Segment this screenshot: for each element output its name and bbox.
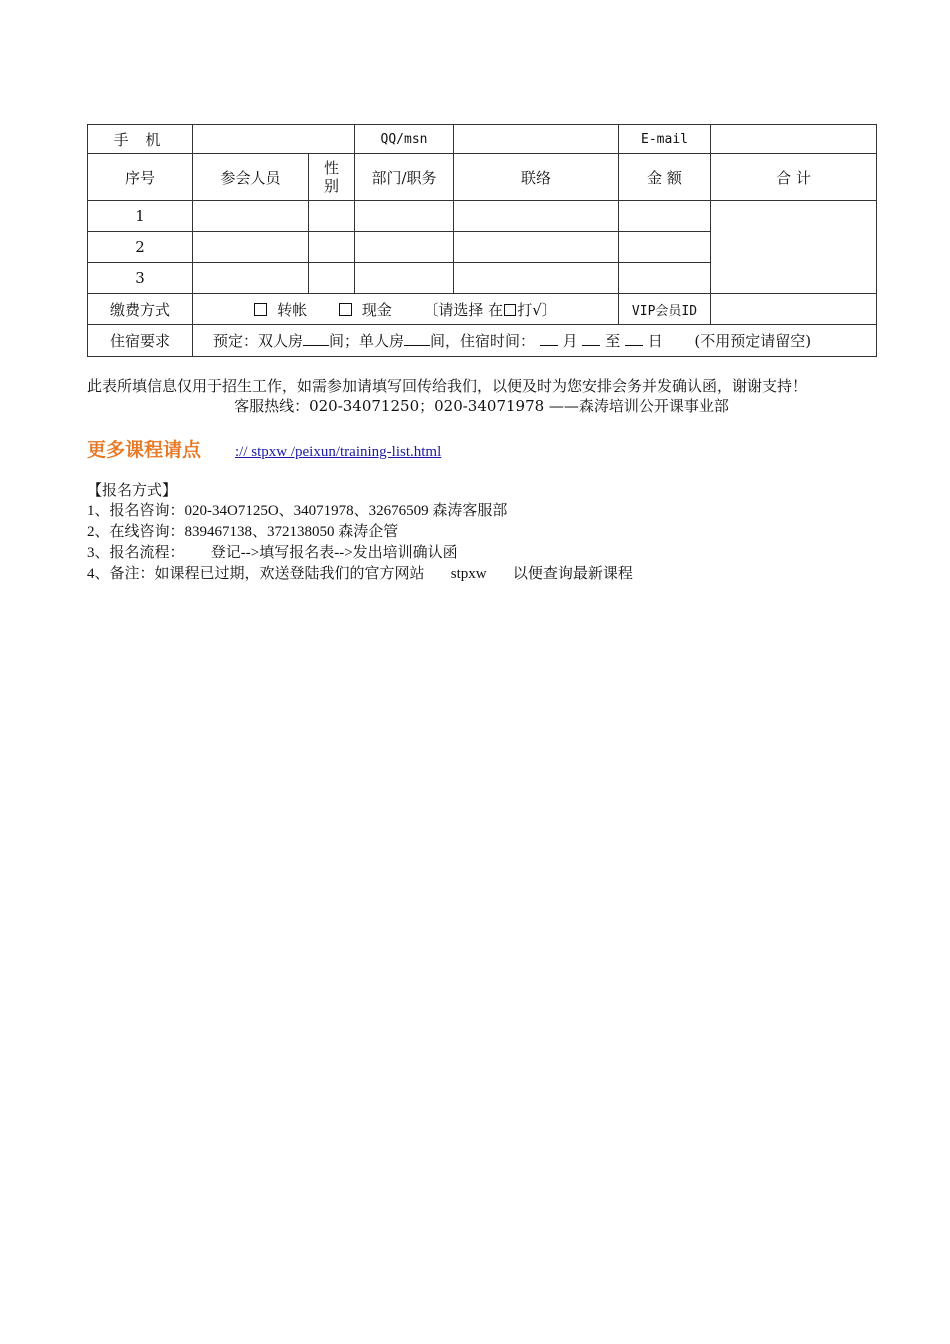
gender-header-line2: 别	[323, 177, 339, 195]
payment-hint-prefix: 〔请选择 在	[423, 300, 504, 319]
notice-line-2: 客服热线：020-34071250；020-34071978 ——森涛培训公开课事业部	[234, 397, 729, 415]
dept-field[interactable]	[355, 232, 454, 263]
attendee-header: 参会人员	[193, 154, 309, 201]
amount-field[interactable]	[619, 263, 711, 294]
signup-methods	[87, 480, 633, 585]
notice-line-1: 此表所填信息仅用于招生工作，如需参加请填写回传给我们，以便及时为您安排会务并发确认函，谢谢支持！	[87, 377, 808, 395]
lodging-details	[193, 325, 877, 357]
contact-field[interactable]	[454, 232, 619, 263]
phone-field[interactable]	[193, 125, 355, 154]
gender-field[interactable]	[309, 201, 355, 232]
signup-item: 2、在线咨询：839467138、372138050 森涛企管	[87, 524, 399, 540]
lodging-row	[88, 325, 877, 357]
gender-header-line1: 性	[323, 159, 339, 177]
more-courses-label: 更多课程请点	[87, 439, 202, 461]
email-label: E-mail	[619, 125, 711, 154]
payment-hint-suffix: 打√〕	[517, 300, 557, 319]
attendee-name-field[interactable]	[193, 201, 309, 232]
total-header: 合 计	[711, 154, 877, 201]
month-label: 月	[562, 332, 578, 350]
cash-checkbox[interactable]	[339, 303, 352, 316]
amount-field[interactable]	[619, 232, 711, 263]
lodging-label: 住宿要求	[88, 325, 193, 357]
transfer-option-label: 转帐	[277, 300, 308, 319]
total-field[interactable]	[711, 201, 877, 294]
vip-id-label: VIP会员ID	[619, 294, 711, 325]
signup-title: 【报名方式】	[87, 481, 178, 499]
course-list-link[interactable]: :// stpxw /peixun/training-list.html	[235, 444, 442, 460]
to-label: 至	[605, 332, 621, 350]
booking-prefix: 预定：双人房	[213, 332, 304, 350]
row-index: 2	[88, 232, 193, 263]
header-row	[88, 154, 877, 201]
email-field[interactable]	[711, 125, 877, 154]
payment-row	[88, 294, 877, 325]
checkbox-icon	[504, 304, 516, 316]
qq-msn-label: QQ/msn	[355, 125, 454, 154]
dept-field[interactable]	[355, 201, 454, 232]
day-label: 日	[647, 332, 663, 350]
row-index: 1	[88, 201, 193, 232]
signup-item: 3、报名流程： 登记-->填写报名表-->发出培训确认函	[87, 545, 458, 561]
contact-header: 联络	[454, 154, 619, 201]
stay-start-day-field[interactable]	[582, 331, 600, 346]
dept-field[interactable]	[355, 263, 454, 294]
payment-label: 缴费方式	[88, 294, 193, 325]
index-header: 序号	[88, 154, 193, 201]
transfer-checkbox[interactable]	[254, 303, 267, 316]
notice-text	[87, 376, 887, 416]
attendee-row	[88, 201, 877, 232]
qq-msn-field[interactable]	[454, 125, 619, 154]
vip-id-field[interactable]	[711, 294, 877, 325]
double-room-count-field[interactable]	[303, 331, 329, 346]
signup-item: 4、备注：如课程已过期，欢送登陆我们的官方网站 stpxw 以便查询最新课程	[87, 566, 633, 582]
amount-field[interactable]	[619, 201, 711, 232]
payment-options	[193, 294, 619, 325]
dept-header: 部门/职务	[355, 154, 454, 201]
stay-month-field[interactable]	[540, 331, 558, 346]
gender-field[interactable]	[309, 263, 355, 294]
room-unit-label-2: 间，住宿时间：	[430, 332, 536, 350]
cash-option-label: 现金	[361, 300, 392, 319]
contact-row	[88, 125, 877, 154]
registration-form-table	[87, 124, 877, 357]
more-courses	[87, 435, 441, 462]
attendee-name-field[interactable]	[193, 263, 309, 294]
room-unit-label-1: 间；单人房	[329, 332, 405, 350]
signup-item: 1、报名咨询：020-34O7125O、34071978、32676509 森涛客服部	[87, 503, 508, 519]
phone-label: 手 机	[88, 125, 193, 154]
stay-end-day-field[interactable]	[625, 331, 643, 346]
row-index: 3	[88, 263, 193, 294]
single-room-count-field[interactable]	[404, 331, 430, 346]
gender-field[interactable]	[309, 232, 355, 263]
lodging-note: (不用预定请留空)	[694, 332, 812, 350]
contact-field[interactable]	[454, 201, 619, 232]
amount-header: 金 额	[619, 154, 711, 201]
attendee-name-field[interactable]	[193, 232, 309, 263]
gender-header	[309, 154, 355, 201]
contact-field[interactable]	[454, 263, 619, 294]
